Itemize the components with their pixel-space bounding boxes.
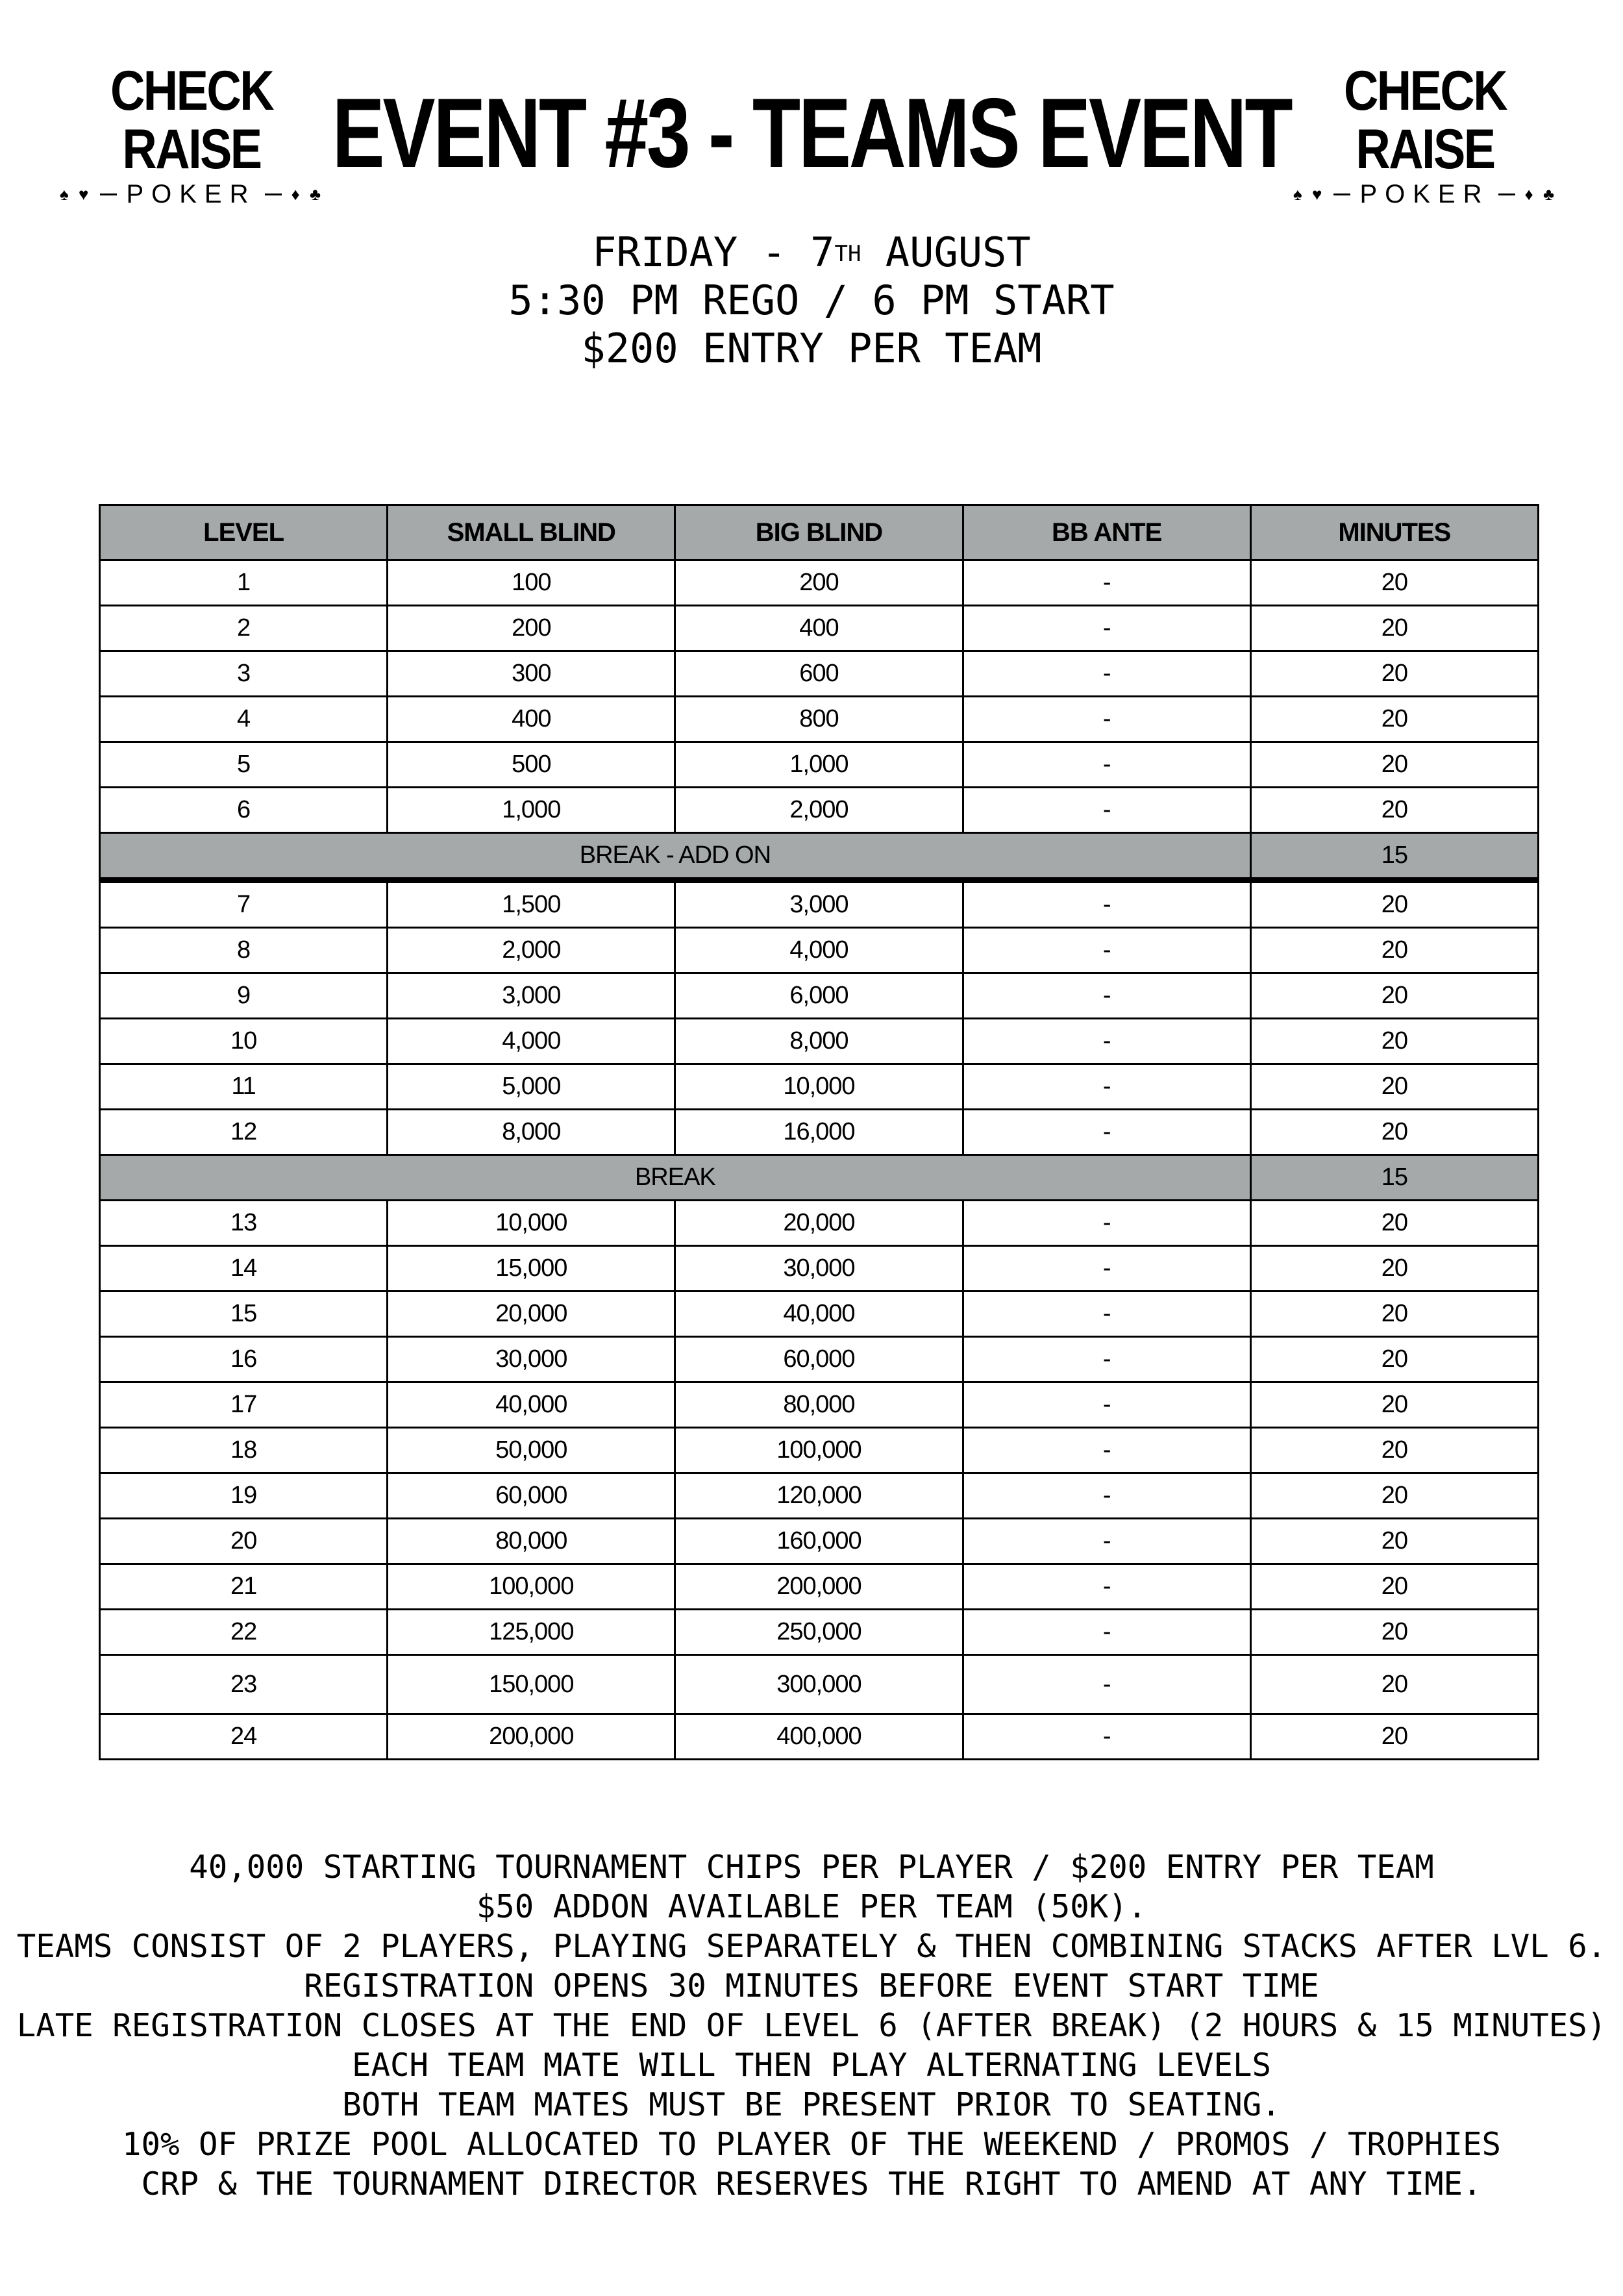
- table-row: [100, 1564, 1539, 1610]
- cell-level: 4: [100, 697, 388, 742]
- note-line: 10% OF PRIZE POOL ALLOCATED TO PLAYER OF THE WEEKEND / PROMOS / TROPHIES: [121, 2126, 1502, 2163]
- cell-bb-ante: -: [963, 606, 1250, 651]
- cell-big-blind: 10,000: [675, 1064, 963, 1110]
- cell-bb-ante: -: [963, 1473, 1250, 1519]
- cell-minutes: 20: [1250, 1382, 1538, 1428]
- cell-big-blind: 2,000: [675, 788, 963, 833]
- cell-minutes: 20: [1250, 1337, 1538, 1382]
- cell-level: 18: [100, 1428, 388, 1473]
- cell-small-blind: 20,000: [388, 1292, 675, 1337]
- cell-small-blind: 40,000: [388, 1382, 675, 1428]
- cell-minutes: 20: [1250, 1610, 1538, 1655]
- table-row: [100, 1610, 1539, 1655]
- cell-big-blind: 6,000: [675, 973, 963, 1019]
- table-row: [100, 1110, 1539, 1155]
- cell-bb-ante: -: [963, 1714, 1250, 1760]
- cell-bb-ante: -: [963, 1292, 1250, 1337]
- event-date-month: AUGUST: [861, 229, 1031, 276]
- cell-big-blind: 8,000: [675, 1019, 963, 1064]
- logo-sub-text: POKER: [126, 180, 256, 208]
- cell-big-blind: 16,000: [675, 1110, 963, 1155]
- cell-small-blind: 150,000: [388, 1655, 675, 1714]
- cell-bb-ante: -: [963, 1519, 1250, 1564]
- cell-level: 16: [100, 1337, 388, 1382]
- cell-minutes: 20: [1250, 606, 1538, 651]
- logo-suits-left: ♠ ♥: [59, 184, 92, 204]
- header-big-blind: BIG BLIND: [675, 505, 963, 560]
- cell-small-blind: 3,000: [388, 973, 675, 1019]
- cell-minutes: 20: [1250, 928, 1538, 973]
- cell-small-blind: 5,000: [388, 1064, 675, 1110]
- cell-small-blind: 200: [388, 606, 675, 651]
- cell-big-blind: 30,000: [675, 1246, 963, 1292]
- cell-bb-ante: -: [963, 1110, 1250, 1155]
- table-row: [100, 1019, 1539, 1064]
- cell-bb-ante: -: [963, 1428, 1250, 1473]
- cell-big-blind: 300,000: [675, 1655, 963, 1714]
- note-line: BOTH TEAM MATES MUST BE PRESENT PRIOR TO SEATING.: [342, 2086, 1281, 2123]
- cell-bb-ante: -: [963, 742, 1250, 788]
- cell-level: 17: [100, 1382, 388, 1428]
- cell-level: 1: [100, 560, 388, 606]
- event-entry: $200 ENTRY PER TEAM: [581, 325, 1042, 372]
- table-row: [100, 1655, 1539, 1714]
- cell-big-blind: 800: [675, 697, 963, 742]
- event-notes: [0, 1847, 1623, 2204]
- break-minutes: 15: [1250, 1155, 1538, 1201]
- page-title: EVENT #3 - TEAMS EVENT: [332, 78, 1291, 188]
- event-date-suffix-sup: TH: [834, 241, 861, 267]
- cell-big-blind: 4,000: [675, 928, 963, 973]
- cell-bb-ante: -: [963, 1564, 1250, 1610]
- event-date: [0, 229, 1623, 277]
- cell-big-blind: 250,000: [675, 1610, 963, 1655]
- cell-level: 15: [100, 1292, 388, 1337]
- table-row: [100, 928, 1539, 973]
- cell-bb-ante: -: [963, 1337, 1250, 1382]
- table-row: [100, 1246, 1539, 1292]
- cell-minutes: 20: [1250, 1110, 1538, 1155]
- cell-bb-ante: -: [963, 928, 1250, 973]
- cell-minutes: 20: [1250, 880, 1538, 928]
- cell-small-blind: 400: [388, 697, 675, 742]
- table-header-row: [100, 505, 1539, 560]
- cell-minutes: 20: [1250, 697, 1538, 742]
- table-row: [100, 973, 1539, 1019]
- cell-bb-ante: -: [963, 788, 1250, 833]
- cell-level: 9: [100, 973, 388, 1019]
- event-date-prefix: FRIDAY - 7: [592, 229, 835, 276]
- cell-bb-ante: -: [963, 880, 1250, 928]
- cell-minutes: 20: [1250, 1019, 1538, 1064]
- cell-small-blind: 30,000: [388, 1337, 675, 1382]
- cell-level: 10: [100, 1019, 388, 1064]
- cell-small-blind: 8,000: [388, 1110, 675, 1155]
- table-row: [100, 1428, 1539, 1473]
- break-row: [100, 833, 1539, 880]
- cell-level: 19: [100, 1473, 388, 1519]
- cell-bb-ante: -: [963, 697, 1250, 742]
- logo-rule: [265, 193, 282, 195]
- logo-rule: [1333, 193, 1350, 195]
- cell-bb-ante: -: [963, 1655, 1250, 1714]
- table-row: [100, 788, 1539, 833]
- logo-rule: [1498, 193, 1515, 195]
- logo-sub-text: POKER: [1359, 180, 1490, 208]
- cell-small-blind: 300: [388, 651, 675, 697]
- cell-level: 20: [100, 1519, 388, 1564]
- cell-level: 14: [100, 1246, 388, 1292]
- cell-small-blind: 1,000: [388, 788, 675, 833]
- cell-big-blind: 400,000: [675, 1714, 963, 1760]
- cell-minutes: 20: [1250, 1655, 1538, 1714]
- cell-minutes: 20: [1250, 1519, 1538, 1564]
- cell-minutes: 20: [1250, 1246, 1538, 1292]
- table-row: [100, 742, 1539, 788]
- table-row: [100, 651, 1539, 697]
- cell-bb-ante: -: [963, 651, 1250, 697]
- cell-minutes: 20: [1250, 560, 1538, 606]
- break-row: [100, 1155, 1539, 1201]
- cell-level: 23: [100, 1655, 388, 1714]
- cell-small-blind: 200,000: [388, 1714, 675, 1760]
- cell-level: 12: [100, 1110, 388, 1155]
- cell-small-blind: 80,000: [388, 1519, 675, 1564]
- cell-small-blind: 4,000: [388, 1019, 675, 1064]
- cell-big-blind: 160,000: [675, 1519, 963, 1564]
- cell-small-blind: 1,500: [388, 880, 675, 928]
- table-row: [100, 1201, 1539, 1246]
- cell-bb-ante: -: [963, 1064, 1250, 1110]
- cell-level: 13: [100, 1201, 388, 1246]
- cell-big-blind: 80,000: [675, 1382, 963, 1428]
- cell-big-blind: 600: [675, 651, 963, 697]
- cell-minutes: 20: [1250, 1564, 1538, 1610]
- logo-right: [1292, 60, 1558, 208]
- note-line: TEAMS CONSIST OF 2 PLAYERS, PLAYING SEPARATELY & THEN COMBINING STACKS AFTER LVL 6.: [16, 1928, 1607, 1965]
- cell-big-blind: 20,000: [675, 1201, 963, 1246]
- cell-big-blind: 120,000: [675, 1473, 963, 1519]
- cell-small-blind: 10,000: [388, 1201, 675, 1246]
- cell-big-blind: 1,000: [675, 742, 963, 788]
- note-line: LATE REGISTRATION CLOSES AT THE END OF LEVEL 6 (AFTER BREAK) (2 HOURS & 15 MINUTES): [16, 2007, 1607, 2044]
- table-row: [100, 1714, 1539, 1760]
- cell-small-blind: 500: [388, 742, 675, 788]
- cell-big-blind: 400: [675, 606, 963, 651]
- blind-structure-table: [99, 504, 1539, 1760]
- cell-small-blind: 15,000: [388, 1246, 675, 1292]
- table-row: [100, 1292, 1539, 1337]
- cell-level: 21: [100, 1564, 388, 1610]
- cell-bb-ante: -: [963, 1246, 1250, 1292]
- event-time: 5:30 PM REGO / 6 PM START: [508, 277, 1115, 324]
- table-row: [100, 1337, 1539, 1382]
- cell-bb-ante: -: [963, 1019, 1250, 1064]
- cell-big-blind: 100,000: [675, 1428, 963, 1473]
- cell-small-blind: 50,000: [388, 1428, 675, 1473]
- cell-big-blind: 200: [675, 560, 963, 606]
- cell-level: 11: [100, 1064, 388, 1110]
- table-body: [100, 560, 1539, 1760]
- logo-brand-text: CHECK RAISE: [110, 60, 273, 181]
- cell-minutes: 20: [1250, 788, 1538, 833]
- cell-small-blind: 100: [388, 560, 675, 606]
- cell-level: 8: [100, 928, 388, 973]
- cell-level: 5: [100, 742, 388, 788]
- cell-big-blind: 60,000: [675, 1337, 963, 1382]
- header-small-blind: SMALL BLIND: [388, 505, 675, 560]
- logo-sub: [1292, 180, 1558, 208]
- cell-minutes: 20: [1250, 973, 1538, 1019]
- cell-level: 22: [100, 1610, 388, 1655]
- table-row: [100, 1382, 1539, 1428]
- logo-brand-text: CHECK RAISE: [1343, 60, 1507, 181]
- cell-bb-ante: -: [963, 973, 1250, 1019]
- logo-suits-left: ♠ ♥: [1293, 184, 1325, 204]
- table-row: [100, 880, 1539, 928]
- note-line: REGISTRATION OPENS 30 MINUTES BEFORE EVENT START TIME: [304, 1967, 1319, 2004]
- cell-bb-ante: -: [963, 1201, 1250, 1246]
- cell-minutes: 20: [1250, 1064, 1538, 1110]
- cell-minutes: 20: [1250, 1292, 1538, 1337]
- table-row: [100, 1473, 1539, 1519]
- cell-big-blind: 200,000: [675, 1564, 963, 1610]
- cell-minutes: 20: [1250, 651, 1538, 697]
- cell-big-blind: 40,000: [675, 1292, 963, 1337]
- cell-small-blind: 2,000: [388, 928, 675, 973]
- cell-small-blind: 125,000: [388, 1610, 675, 1655]
- table-row: [100, 697, 1539, 742]
- cell-level: 7: [100, 880, 388, 928]
- cell-small-blind: 100,000: [388, 1564, 675, 1610]
- table-row: [100, 1064, 1539, 1110]
- cell-minutes: 20: [1250, 1428, 1538, 1473]
- cell-bb-ante: -: [963, 1382, 1250, 1428]
- header-minutes: MINUTES: [1250, 505, 1538, 560]
- note-line: CRP & THE TOURNAMENT DIRECTOR RESERVES THE RIGHT TO AMEND AT ANY TIME.: [141, 2165, 1482, 2202]
- cell-bb-ante: -: [963, 1610, 1250, 1655]
- header-level: LEVEL: [100, 505, 388, 560]
- cell-level: 3: [100, 651, 388, 697]
- cell-minutes: 20: [1250, 1201, 1538, 1246]
- logo-rule: [100, 193, 117, 195]
- cell-big-blind: 3,000: [675, 880, 963, 928]
- cell-level: 24: [100, 1714, 388, 1760]
- table-row: [100, 1519, 1539, 1564]
- logo-suits-right: ♦ ♣: [1524, 184, 1557, 204]
- cell-minutes: 20: [1250, 1473, 1538, 1519]
- note-line: EACH TEAM MATE WILL THEN PLAY ALTERNATING LEVELS: [351, 2047, 1272, 2084]
- table-row: [100, 606, 1539, 651]
- cell-small-blind: 60,000: [388, 1473, 675, 1519]
- note-line: 40,000 STARTING TOURNAMENT CHIPS PER PLAYER / $200 ENTRY PER TEAM: [189, 1849, 1434, 1886]
- cell-level: 2: [100, 606, 388, 651]
- break-label: BREAK: [100, 1155, 1251, 1201]
- logo-suits-right: ♦ ♣: [291, 184, 324, 204]
- note-line: $50 ADDON AVAILABLE PER TEAM (50K).: [476, 1888, 1147, 1925]
- cell-minutes: 20: [1250, 742, 1538, 788]
- break-label: BREAK - ADD ON: [100, 833, 1251, 880]
- cell-minutes: 20: [1250, 1714, 1538, 1760]
- break-minutes: 15: [1250, 833, 1538, 880]
- table-row: [100, 560, 1539, 606]
- cell-bb-ante: -: [963, 560, 1250, 606]
- header-bb-ante: BB ANTE: [963, 505, 1250, 560]
- event-info: [0, 229, 1623, 373]
- cell-level: 6: [100, 788, 388, 833]
